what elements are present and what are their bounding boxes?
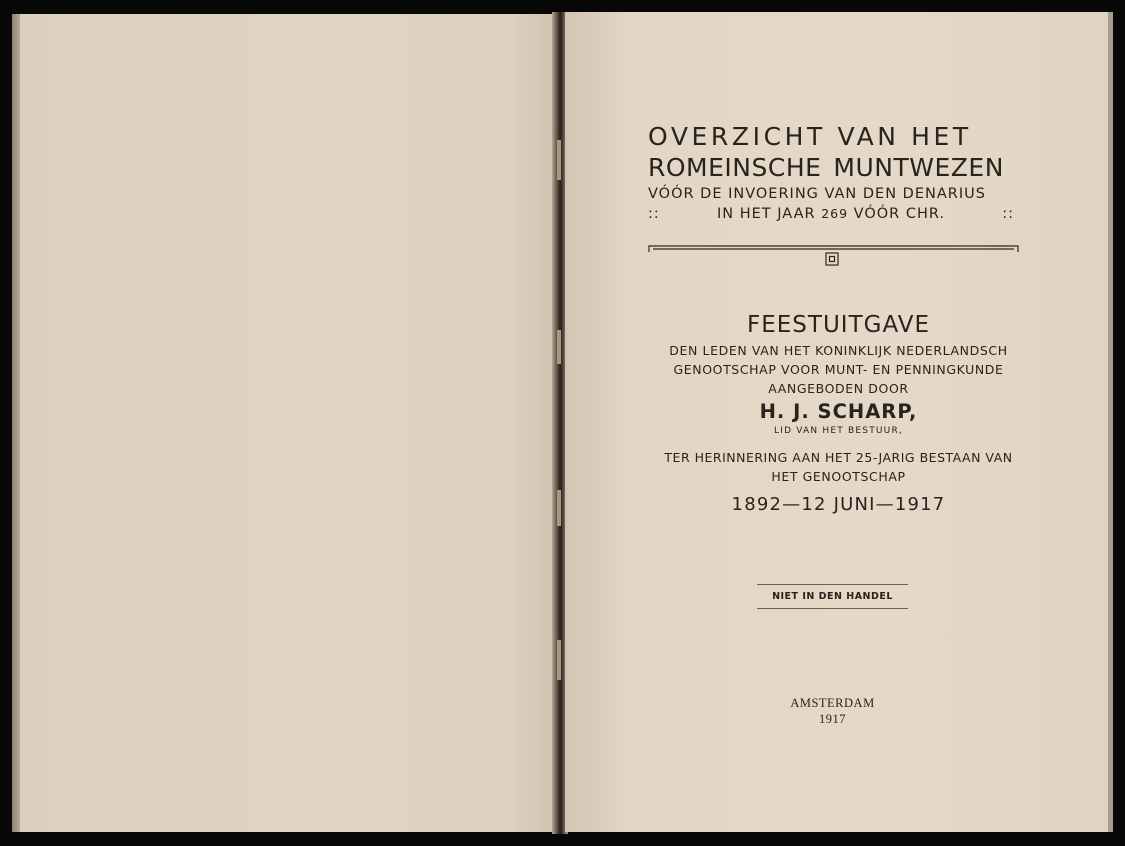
- decorative-rule-ornament: [648, 241, 1019, 267]
- subtitle-line-2-text: IN HET JAAR 269 VÓÓR CHR.: [716, 206, 946, 222]
- right-page-edge: [1108, 12, 1113, 832]
- imprint-city: AMSTERDAM: [790, 696, 875, 710]
- binding-stitch: [557, 330, 561, 364]
- subtitle-ornament-right: ::: [1002, 206, 1014, 222]
- author-role: LID VAN HET BESTUUR,: [774, 426, 903, 436]
- dedication-line-3: AANGEBODEN DOOR: [768, 381, 909, 396]
- title-line-1: OVERZICHT VAN HET: [648, 122, 972, 151]
- title-word-muntwezen: MUNTWEZEN: [833, 153, 1004, 182]
- subtitle-line-1: VÓÓR DE INVOERING VAN DEN DENARIUS: [648, 186, 986, 202]
- book-title: [648, 122, 1018, 224]
- title-word-romeinsche: ROMEINSCHE: [648, 153, 822, 182]
- imprint-year: 1917: [819, 712, 846, 726]
- binding-stitch: [557, 140, 561, 180]
- imprint: [565, 695, 1100, 727]
- anniversary-dates: 1892—12 JUNI—1917: [731, 494, 946, 515]
- occasion-line-2: HET GENOOTSCHAP: [771, 469, 906, 484]
- binding-stitch: [557, 490, 561, 526]
- left-page-blank: [20, 14, 556, 832]
- edition-block: [565, 309, 1112, 518]
- not-for-sale-notice: NIET IN DEN HANDEL: [757, 584, 908, 609]
- edition-title: FEESTUITGAVE: [747, 312, 930, 338]
- subtitle-line-2: [648, 204, 1014, 224]
- occasion-line-1: TER HERINNERING AAN HET 25-JARIG BESTAAN VAN: [664, 450, 1013, 465]
- dedication-line-2: GENOOTSCHAP VOOR MUNT- EN PENNINGKUNDE: [673, 362, 1004, 377]
- binding-stitch: [557, 640, 561, 680]
- dedication-line-1: DEN LEDEN VAN HET KONINKLIJK NEDERLANDSCH: [669, 343, 1008, 358]
- title-line-2: [648, 152, 1018, 184]
- subtitle-ornament-left: ::: [648, 206, 660, 222]
- author-name: H. J. SCHARP,: [759, 400, 918, 423]
- title-page: [565, 12, 1112, 832]
